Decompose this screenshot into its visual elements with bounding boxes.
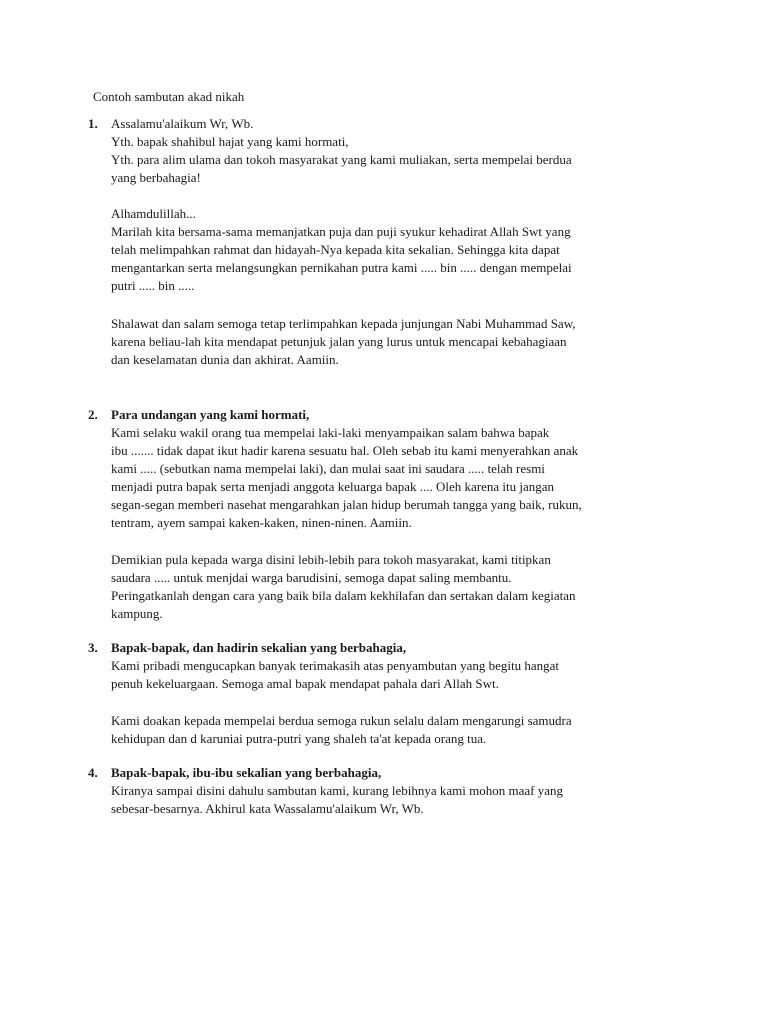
text-line: Demikian pula kepada warga disini lebih-lebih para tokoh masyarakat, kami titipkan (111, 552, 551, 567)
section-3-heading: Bapak-bapak, dan hadirin sekalian yang berbahagia, (111, 640, 407, 655)
section-2-number: 2. (88, 407, 98, 422)
section-2-heading: Para undangan yang kami hormati, (111, 407, 310, 422)
section-3-paragraph-1 (111, 639, 686, 693)
text-line: Yth. bapak shahibul hajat yang kami hormati, (111, 134, 349, 149)
text-line: kehidupan dan d karuniai putra-putri yang shaleh ta'at kepada orang tua. (111, 731, 487, 746)
text-line: putri ..... bin ..... (111, 278, 195, 293)
text-line: Peringatkanlah dengan cara yang baik bila dalam kekhilafan dan sertakan dalam kegiatan (111, 588, 576, 603)
text-line: yang berbahagia! (111, 170, 201, 185)
section-3-paragraph-2 (111, 712, 686, 748)
text-line: Shalawat dan salam semoga tetap terlimpahkan kepada junjungan Nabi Muhammad Saw, (111, 316, 576, 331)
text-line: telah melimpahkan rahmat dan hidayah-Nya kepada kita sekalian. Sehingga kita dapat (111, 242, 560, 257)
text-line: Yth. para alim ulama dan tokoh masyarakat yang kami muliakan, serta mempelai berdua (111, 152, 572, 167)
section-2-paragraph-1 (111, 406, 686, 532)
section-4-paragraph-1 (111, 764, 686, 818)
text-line: ibu ....... tidak dapat ikut hadir karena sesuatu hal. Oleh sebab itu kami menyerahkan anak (111, 443, 579, 458)
section-3-number: 3. (88, 640, 98, 655)
text-line: kampung. (111, 606, 163, 621)
text-line: Marilah kita bersama-sama memanjatkan puja dan puji syukur kehadirat Allah Swt yang (111, 224, 571, 239)
text-line: kami ..... (sebutkan nama mempelai laki), dan mulai saat ini saudara ..... telah resmi (111, 461, 545, 476)
text-line: penuh kekeluargaan. Semoga amal bapak mendapat pahala dari Allah Swt. (111, 676, 499, 691)
section-1-paragraph-3 (111, 315, 686, 369)
document-title: Contoh sambutan akad nikah (93, 89, 245, 104)
section-4-number: 4. (88, 765, 98, 780)
text-line: saudara ..... untuk menjdai warga barudisini, semoga dapat saling membantu. (111, 570, 512, 585)
section-2-paragraph-2 (111, 551, 686, 623)
text-line: Assalamu'alaikum Wr, Wb. (111, 116, 254, 131)
text-line: Kiranya sampai disini dahulu sambutan kami, kurang lebihnya kami mohon maaf yang (111, 783, 564, 798)
text-line: dan keselamatan dunia dan akhirat. Aamiin. (111, 352, 339, 367)
section-4-heading: Bapak-bapak, ibu-ibu sekalian yang berbahagia, (111, 765, 382, 780)
section-1-paragraph-1 (111, 115, 686, 187)
text-line: mengantarkan serta melangsungkan pernikahan putra kami ..... bin ..... dengan mempelai (111, 260, 572, 275)
section-1-paragraph-2 (111, 205, 686, 295)
text-line: Kami selaku wakil orang tua mempelai laki-laki menyampaikan salam bahwa bapak (111, 425, 550, 440)
text-line: sebesar-besarnya. Akhirul kata Wassalamu'alaikum Wr, Wb. (111, 801, 424, 816)
text-line: Kami pribadi mengucapkan banyak terimakasih atas penyambutan yang begitu hangat (111, 658, 559, 673)
text-line: karena beliau-lah kita mendapat petunjuk jalan yang lurus untuk mencapai kebahagiaan (111, 334, 567, 349)
text-line: Alhamdulillah... (111, 206, 196, 221)
text-line: menjadi putra bapak serta menjadi anggota keluarga bapak .... Oleh karena itu jangan (111, 479, 555, 494)
text-line: tentram, ayem sampai kaken-kaken, ninen-ninen. Aamiin. (111, 515, 412, 530)
section-1-number: 1. (88, 116, 98, 131)
text-line: segan-segan memberi nasehat mengarahkan jalan hidup berumah tangga yang baik, rukun, (111, 497, 582, 512)
text-line: Kami doakan kepada mempelai berdua semoga rukun selalu dalam mengarungi samudra (111, 713, 572, 728)
